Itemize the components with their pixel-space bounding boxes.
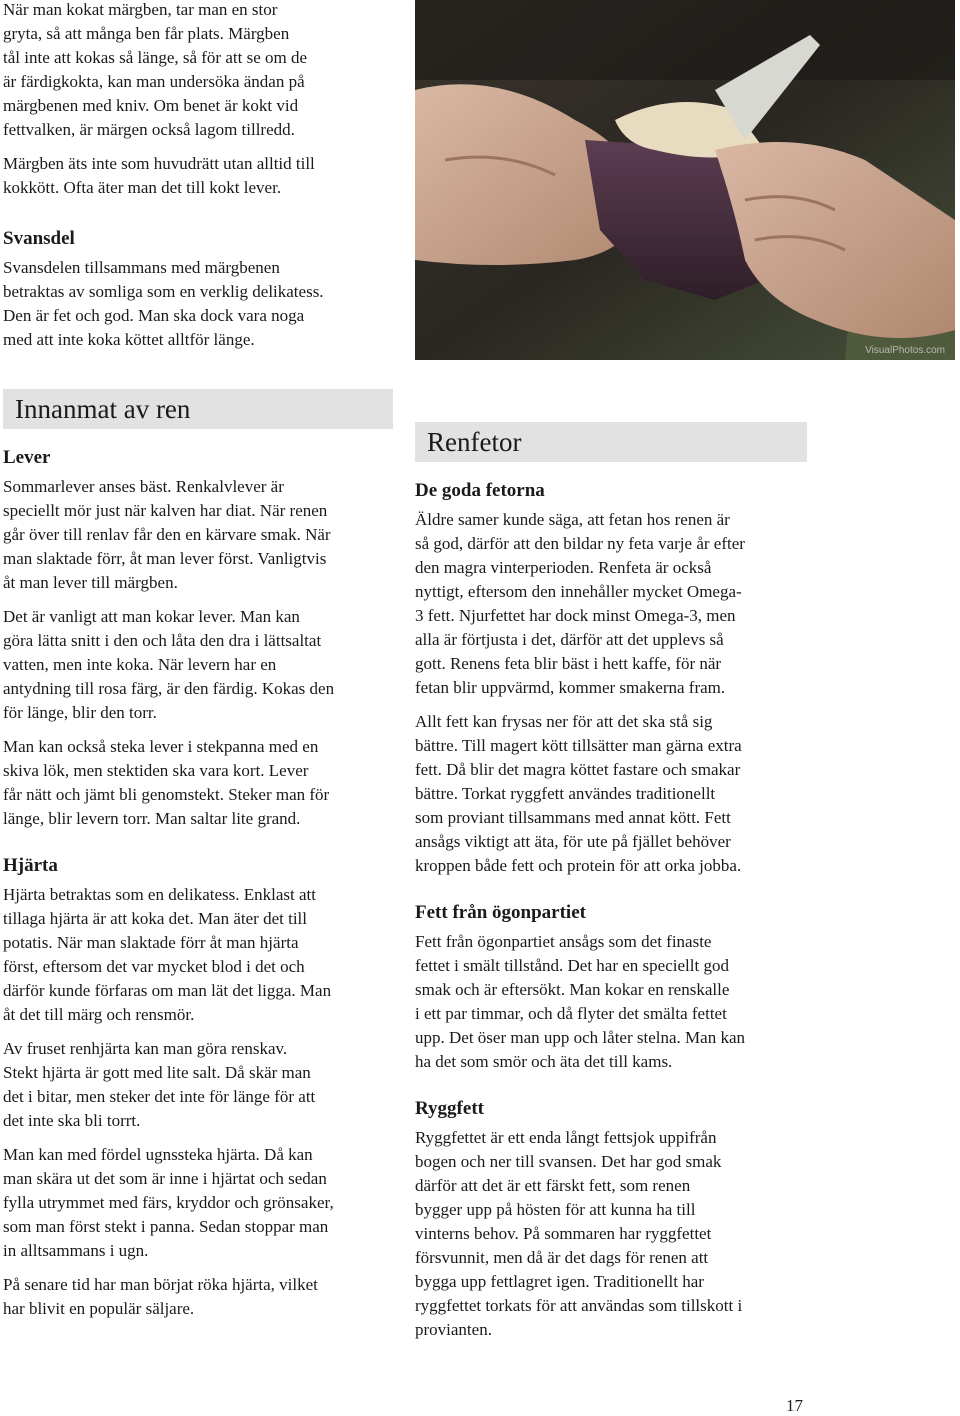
heading-ryggfett: Ryggfett [415,1098,484,1119]
paragraph-fetorna-2: Allt fett kan frysas ner för att det ska stå sig bättre. Till magert kött tillsätter man gärna extra fett. Då blir det magra köttet fastare och smakar bättre. Torkat ryggfett användes traditionellt som proviant tillsammans med annat kött. Fett ansågs viktigt att äta, för ute på fjället behöver kroppen både fett och protein för att orka jobba. [415,712,742,875]
heading-fett-fran-ogonpartiet: Fett från ögonpartiet [415,902,586,923]
section-banner-renfetor: Renfetor [415,422,807,462]
paragraph-hjarta-1: Hjärta betraktas som en delikatess. Enklast att tillaga hjärta är att koka det. Man äter det till potatis. När man slaktade förr åt man hjärta först, eftersom det var mycket blod i det och därför kunde förfaras om man lät det ligga. Man åt det till märg och rensmör. [3,885,332,1024]
top-left-column [3,0,403,352]
paragraph-svansdel: Svansdelen tillsammans med märgbenen betraktas av somliga som en verklig delikatess. Den är fet och god. Man ska dock vara noga med att inte koka köttet alltför länge. [3,258,324,349]
paragraph-lever-1: Sommarlever anses bäst. Renkalvlever är speciellt mör just när kalven har diat. När renen går över till renlav får den en kärvare smak. När man slaktade förr, åt man lever först. Vanligtvis åt man lever till märgben. [3,477,331,592]
section-banner-innanmat: Innanmat av ren [3,389,393,429]
paragraph-ryggfett: Ryggfettet är ett enda långt fettsjok uppifrån bogen och ner till svansen. Det har god smak därför att det är ett färskt fett, som renen bygger upp på hösten för att kunna ha till vinterns behov. På sommaren har ryggfettet försvunnit, men då är det dags för renen att bygga upp fettlagret igen. Traditionellt har ryggfettet torkats för att användas som tillskott i provianten. [415,1128,743,1339]
paragraph-margben-1: När man kokat märgben, tar man en stor gryta, så att många ben får plats. Märgben tål inte att kokas så länge, så för att se om de är färdigkokta, kan man undersöka ändan på märgbenen med kniv. Om benet är kokt vid fettvalken, är märgen också lagom tillredd. [3,0,308,139]
heading-de-goda-fetorna: De goda fetorna [415,480,545,501]
paragraph-fetorna-1: Äldre samer kunde säga, att fetan hos renen är så god, därför att den bildar ny feta varje år efter den magra vinterperioden. Renfeta är också nyttigt, eftersom den innehåller mycket Omega- 3 fett. Njurfettet har dock minst Omega-3, men alla är förtjusta i det, därför att det upplevs så gott. Renens feta blir bäst i hett kaffe, för när fetan blir uppvärmd, kommer smakerna fram. [415,510,745,697]
paragraph-lever-2: Det är vanligt att man kokar lever. Man kan göra lätta snitt i den och låta den dra i lättsaltat vatten, men inte koka. När levern har en antydning till rosa färg, är den färdig. Kokas den för länge, blir den torr. [3,607,335,722]
left-column [3,389,393,1321]
paragraph-hjarta-3: Man kan med fördel ugnssteka hjärta. Då kan man skära ut det som är inne i hjärtat och sedan fylla utrymmet med färs, kryddor och grönsaker, som man först stekt i panna. Sedan stoppar man in alltsammans i ugn. [3,1145,334,1260]
paragraph-hjarta-2: Av fruset renhjärta kan man göra renskav. Stekt hjärta är gott med lite salt. Då skär man det i bitar, men steker det inte för länge för att det inte ska bli torrt. [3,1039,316,1130]
photo-watermark: VisualPhotos.com [865,345,945,356]
paragraph-ogonpartiet: Fett från ögonpartiet ansågs som det finaste fettet i smält tillstånd. Det har en speciellt god smak och är eftersökt. Man kokar en renskalle i ett par timmar, och då flyter det smälta fettet upp. Det öser man upp och låter stelna. Man kan ha det som smör och äta det till kams. [415,932,745,1071]
heading-svansdel: Svansdel [3,228,75,249]
page-number: 17 [786,1396,803,1415]
heading-lever: Lever [3,447,51,468]
photo-illustration [415,0,955,360]
paragraph-lever-3: Man kan också steka lever i stekpanna med en skiva lök, men stektiden ska vara kort. Lever får nätt och jämt bli genomstekt. Steker man för länge, blir levern torr. Man saltar lite grand. [3,737,330,828]
paragraph-margben-2: Märgben äts inte som huvudrätt utan alltid till kokkött. Ofta äter man det till kokt lever. [3,154,315,197]
right-column [415,422,807,1342]
paragraph-hjarta-4: På senare tid har man börjat röka hjärta, vilket har blivit en populär säljare. [3,1275,318,1318]
heading-hjarta: Hjärta [3,855,58,876]
photo-hands-cutting-meat [415,0,955,360]
